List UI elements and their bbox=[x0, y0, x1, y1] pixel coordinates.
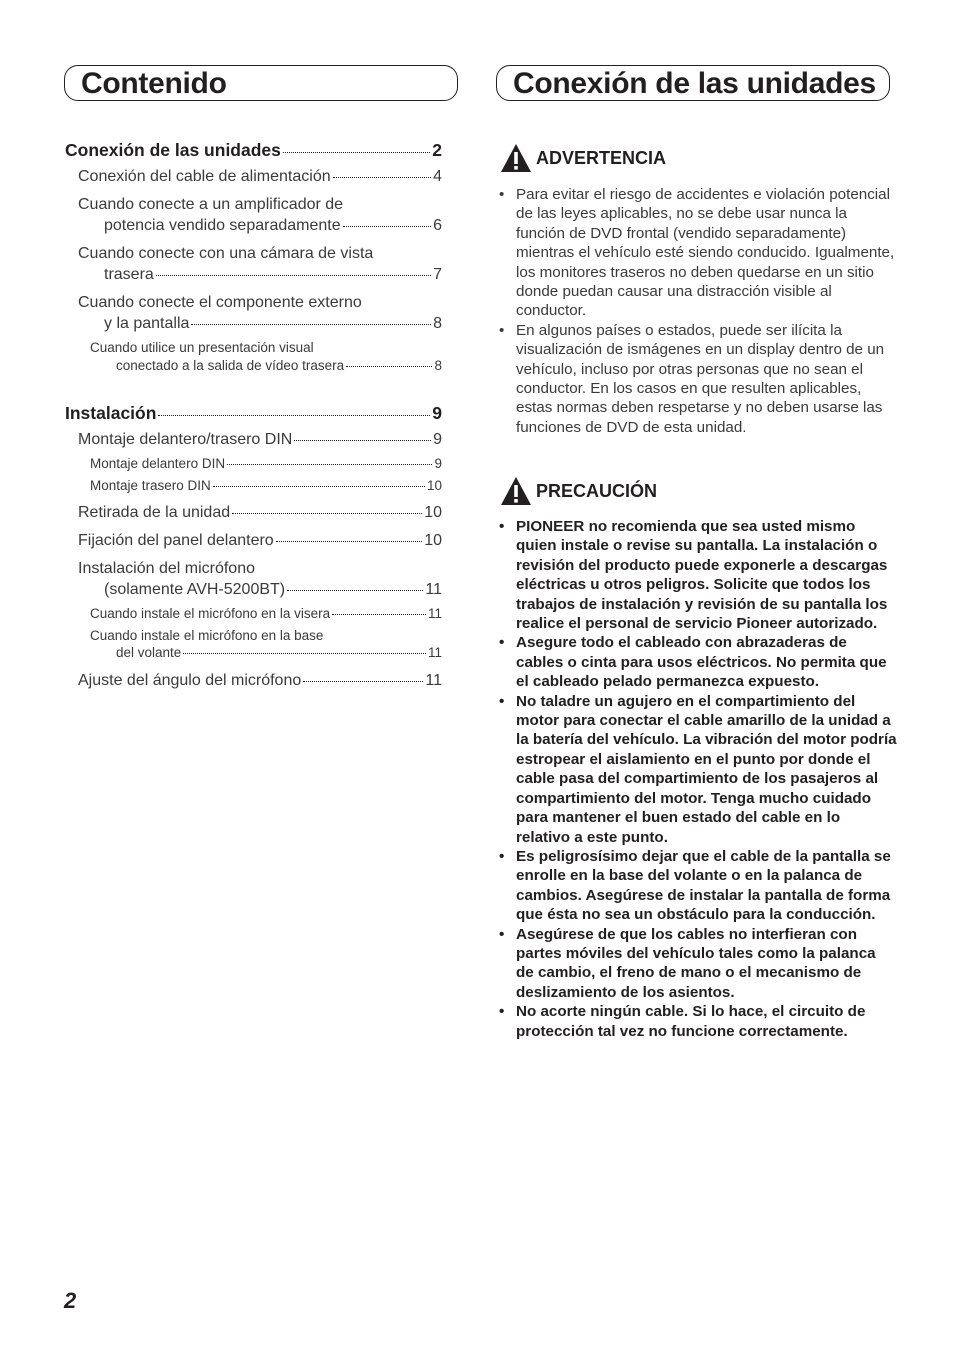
toc-entry[interactable] bbox=[65, 530, 442, 551]
toc-entry-text: y la pantalla bbox=[104, 315, 190, 332]
toc-entry-text: Fijación del panel delantero bbox=[78, 532, 274, 549]
bullet-item: • En algunos países o estados, puede ser ilícita la visualización de ismágenes en un display dentro de un vehículo, incluso por otras personas que no sean el conductor. En los casos en que resulten aplicables, estas normas deben respetarse y no deben usarse las funciones de DVD de esta unidad. bbox=[497, 321, 897, 437]
toc-leader-dots bbox=[191, 324, 431, 325]
toc-entry[interactable] bbox=[65, 670, 442, 691]
toc-entry-text: trasera bbox=[104, 266, 154, 283]
toc-page-number: 10 bbox=[424, 532, 442, 549]
toc-entry[interactable] bbox=[65, 605, 442, 623]
warning-heading-text: ADVERTENCIA bbox=[536, 147, 667, 168]
toc-entry-text: Montaje delantero DIN bbox=[90, 456, 226, 471]
toc-entry-text: potencia vendido separadamente bbox=[104, 217, 341, 234]
bullet-item: • PIONEER no recomienda que sea usted mismo quien instale o revise su pantalla. La instalación o revisión del producto puede exponerle a descargas eléctricas u otros peligros. Solicite que todos los trabajos de instalación y revisión de su pantalla los realice el personal de servicio Pioneer autorizado. bbox=[497, 517, 897, 633]
toc-entry-text-line1: Instalación del micrófono bbox=[78, 560, 255, 577]
toc-title-box bbox=[64, 65, 458, 101]
toc-page-number: 8 bbox=[434, 357, 442, 373]
toc-entry-text: (solamente AVH-5200BT) bbox=[104, 581, 286, 598]
toc-entry-text: Ajuste del ángulo del micrófono bbox=[78, 671, 302, 689]
toc-entry[interactable] bbox=[65, 627, 442, 662]
toc-entry[interactable] bbox=[65, 455, 442, 473]
toc-entry-text-line1: Cuando conecte con una cámara de vista bbox=[78, 245, 374, 262]
bullet-item: • Asegúrese de que los cables no interfieran con partes móviles del vehículo tales como la palanca de cambio, el freno de mano o el mecanismo de deslizamiento de los asientos. bbox=[497, 925, 897, 1003]
toc-leader-dots bbox=[332, 614, 426, 615]
section-title: Conexión de las unidades bbox=[513, 67, 876, 100]
bullet-item: • Para evitar el riesgo de accidentes e violación potencial de las leyes aplicables, no se debe usar nunca la función de DVD frontal (vendido separadamente) mientras el vehículo esté siendo conducido. Igualmente, los monitores traseros no deben quedarse en un sitio donde puedan causar una distracción visible al conductor. bbox=[497, 185, 897, 321]
bullet-item: • No taladre un agujero en el compartimiento del motor para conectar el cable amarillo de la unidad a la batería del vehículo. La vibración del motor podría estropear el aislamiento en el punto por donde el cable pasa del compartimiento de los pasajeros al compartimiento del motor. Tenga mucho cuidado para mantener el buen estado del cable en lo relativo a este punto. bbox=[497, 692, 897, 847]
toc-page-number: 2 bbox=[432, 140, 442, 160]
toc-entry-text: Cuando instale el micrófono en la visera bbox=[90, 606, 331, 621]
toc-page-number: 8 bbox=[433, 315, 442, 332]
toc-page-number: 11 bbox=[427, 606, 442, 621]
toc-page-number: 10 bbox=[424, 504, 442, 521]
toc-entry-text: Instalación bbox=[65, 403, 157, 423]
toc-page-number: 4 bbox=[433, 168, 442, 185]
toc-entry[interactable] bbox=[65, 139, 442, 161]
section-title-box bbox=[496, 65, 890, 101]
toc-leader-dots bbox=[303, 681, 423, 682]
toc-leader-dots bbox=[232, 513, 422, 514]
toc-entry[interactable] bbox=[65, 558, 442, 600]
toc-entry[interactable] bbox=[65, 243, 442, 285]
toc-leader-dots bbox=[276, 541, 423, 542]
toc-entry[interactable] bbox=[65, 194, 442, 236]
toc-entry-text: del volante bbox=[116, 645, 182, 660]
toc-leader-dots bbox=[183, 653, 426, 654]
toc-leader-dots bbox=[346, 366, 432, 367]
toc-page-number: 9 bbox=[432, 403, 442, 423]
toc-page-number: 11 bbox=[425, 671, 442, 689]
toc-leader-dots bbox=[333, 177, 431, 178]
warning-heading bbox=[500, 143, 666, 173]
toc-entry-text: Montaje trasero DIN bbox=[90, 477, 211, 493]
warning-list bbox=[497, 185, 897, 437]
toc-leader-dots bbox=[287, 590, 423, 591]
toc-page-number: 10 bbox=[426, 477, 442, 493]
toc-entry-text: Conexión de las unidades bbox=[65, 140, 281, 160]
toc-title: Contenido bbox=[81, 67, 227, 100]
toc-leader-dots bbox=[213, 486, 425, 487]
toc-page-number: 9 bbox=[434, 456, 442, 471]
toc-entry[interactable] bbox=[65, 477, 442, 495]
toc-entry-text: Retirada de la unidad bbox=[78, 504, 231, 521]
toc-entry-text-line1: Cuando conecte el componente externo bbox=[78, 294, 362, 311]
bullet-item: • Asegure todo el cableado con abrazaderas de cables o cinta para usos eléctricos. No permita que el cableado pelado permanezca expuesto. bbox=[497, 633, 897, 691]
toc-entry[interactable] bbox=[65, 502, 442, 523]
toc-entry-text-line1: Cuando utilice un presentación visual bbox=[90, 340, 314, 355]
toc-entry[interactable] bbox=[65, 429, 442, 450]
toc-leader-dots bbox=[294, 440, 431, 441]
bullet-item: • No acorte ningún cable. Si lo hace, el circuito de protección tal vez no funcione correctamente. bbox=[497, 1002, 897, 1041]
toc-leader-dots bbox=[227, 464, 432, 465]
warning-triangle-icon bbox=[500, 143, 532, 173]
toc-leader-dots bbox=[158, 415, 430, 416]
toc-entry[interactable] bbox=[65, 339, 442, 374]
toc-page-number: 11 bbox=[425, 581, 442, 598]
caution-heading bbox=[500, 476, 657, 506]
page-number: 2 bbox=[64, 1288, 77, 1313]
toc-leader-dots bbox=[283, 152, 430, 153]
toc-entry[interactable] bbox=[65, 402, 442, 424]
table-of-contents bbox=[65, 139, 442, 691]
toc-entry-text-line1: Cuando instale el micrófono en la base bbox=[90, 627, 324, 643]
toc-page-number: 11 bbox=[427, 645, 442, 660]
toc-page-number: 6 bbox=[433, 217, 442, 234]
toc-leader-dots bbox=[156, 275, 431, 276]
toc-entry-text: conectado a la salida de vídeo trasera bbox=[116, 357, 345, 373]
toc-leader-dots bbox=[343, 226, 431, 227]
toc-entry-text: Conexión del cable de alimentación bbox=[78, 168, 331, 185]
warning-triangle-icon bbox=[500, 476, 532, 506]
bullet-item: • Es peligrosísimo dejar que el cable de la pantalla se enrolle en la base del volante o en la palanca de cambios. Asegúrese de instalar la pantalla de forma que ésta no sea un obstáculo para la conducción. bbox=[497, 847, 897, 925]
toc-entry[interactable] bbox=[65, 292, 442, 334]
caution-heading-text: PRECAUCIÓN bbox=[536, 480, 658, 501]
toc-page-number: 7 bbox=[433, 266, 442, 283]
toc-page-number: 9 bbox=[433, 431, 442, 448]
caution-list bbox=[497, 517, 897, 1041]
toc-entry-text-line1: Cuando conecte a un amplificador de bbox=[78, 196, 344, 213]
toc-entry[interactable] bbox=[65, 166, 442, 187]
toc-entry-text: Montaje delantero/trasero DIN bbox=[78, 431, 293, 448]
